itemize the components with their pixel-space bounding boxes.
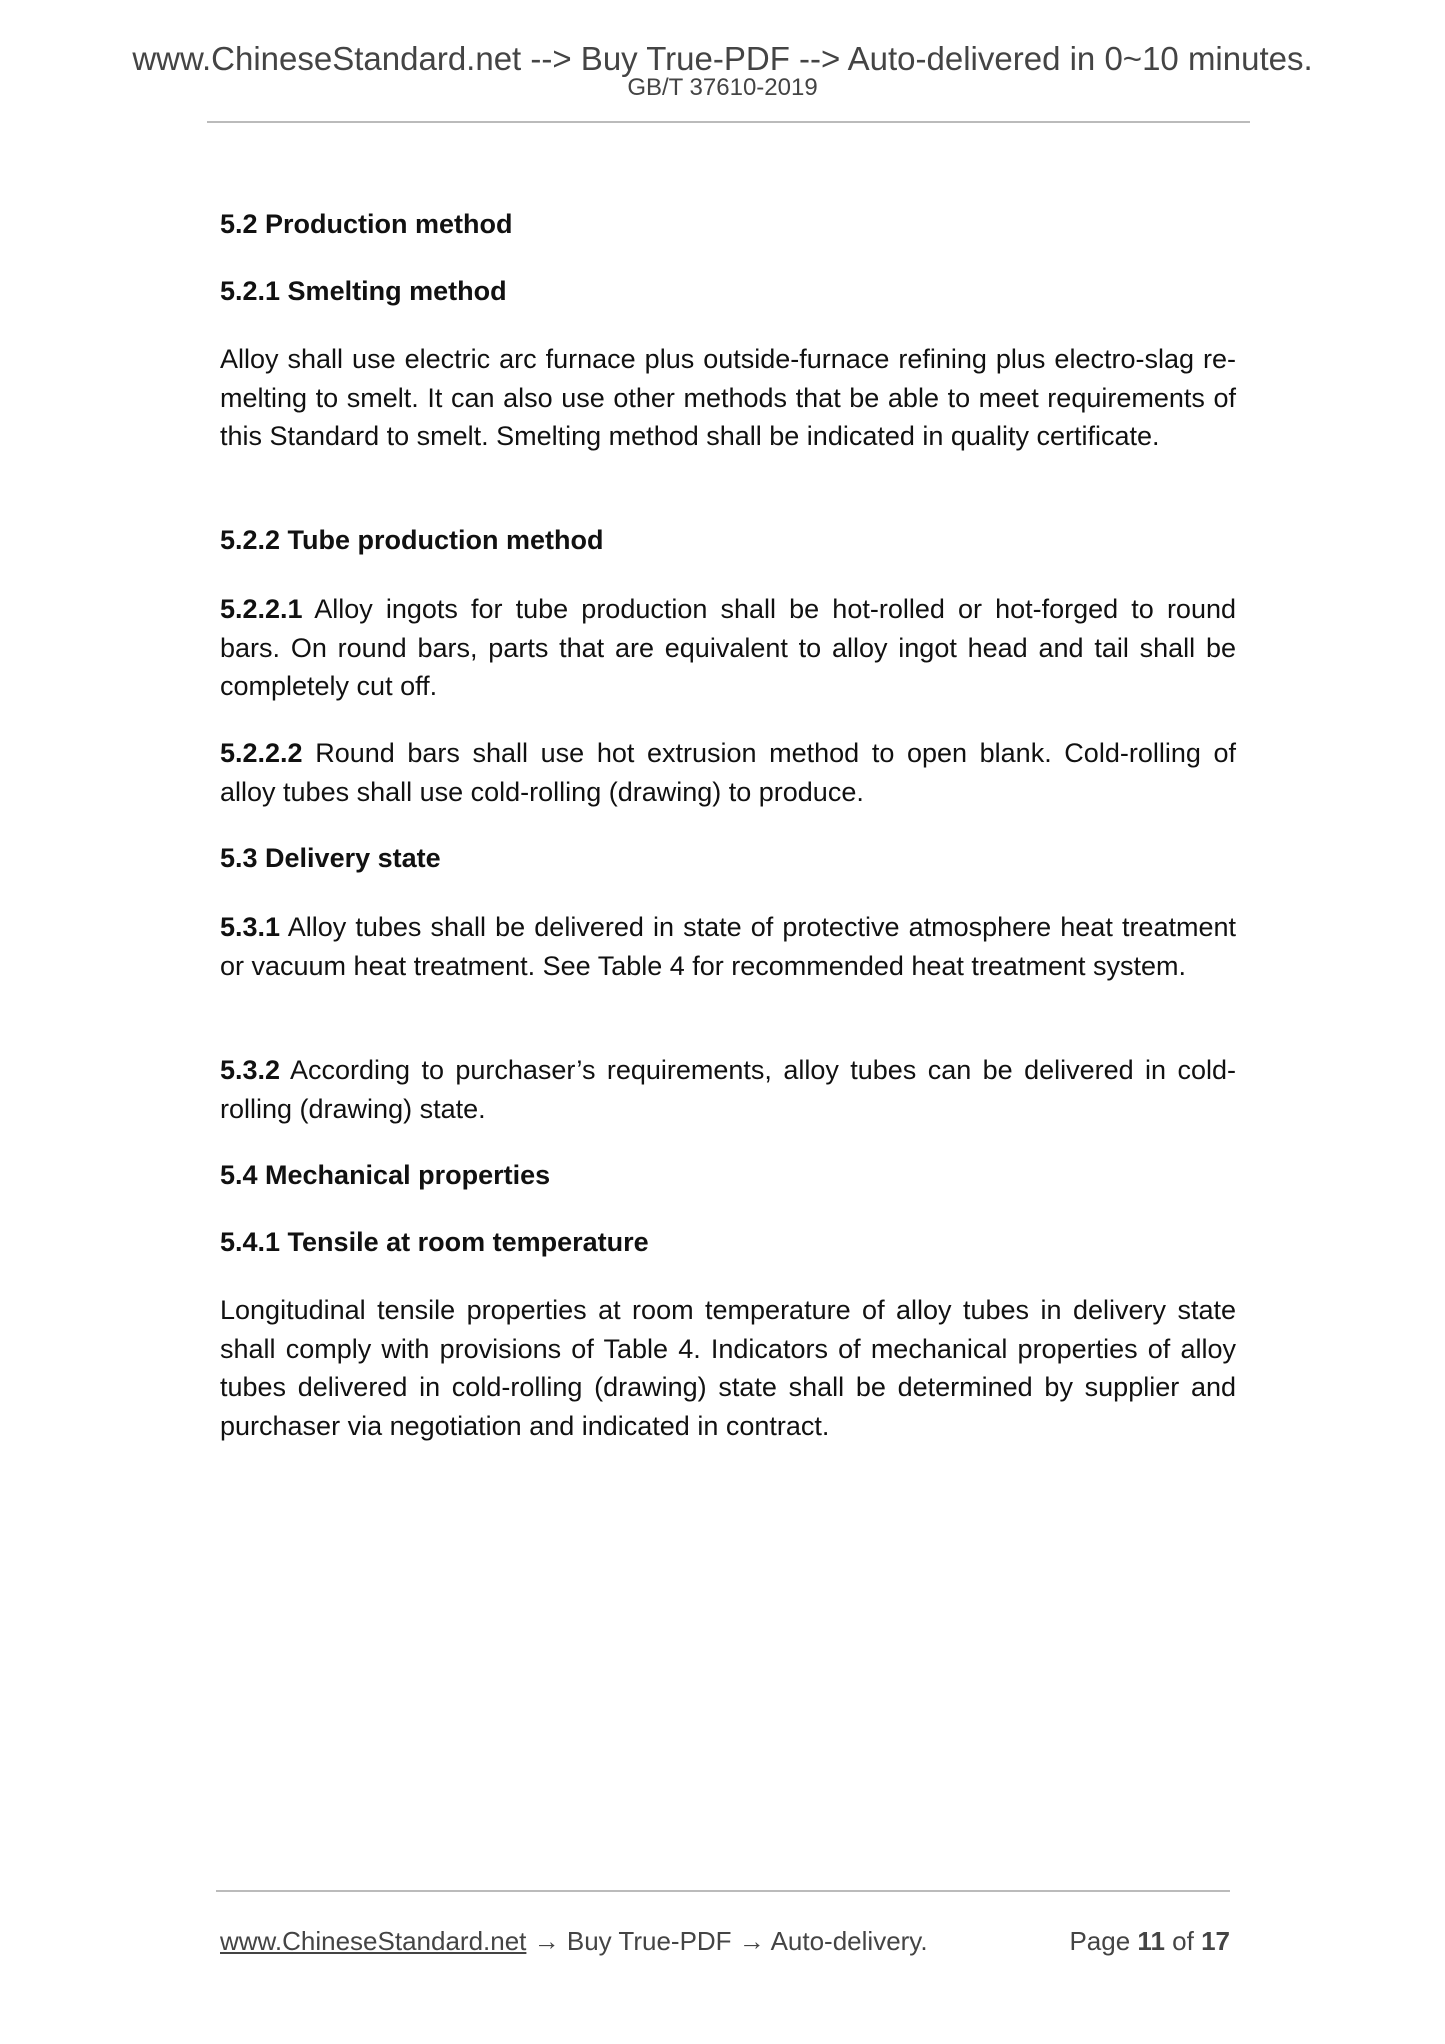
section-heading: 5.2 Production method <box>220 209 513 239</box>
paragraph-text: Alloy tubes shall be delivered in state of protective atmosphere heat treatment or vacuum heat treatment. See Table 4 for recommended heat treatment system. <box>220 912 1236 981</box>
footer-divider <box>216 1890 1230 1892</box>
document-id: GB/T 37610-2019 <box>627 74 818 101</box>
of-label: of <box>1172 1926 1194 1956</box>
paragraph <box>220 590 1236 706</box>
paragraph <box>220 340 1236 456</box>
header-divider <box>207 121 1250 123</box>
clause-number: 5.2.2.1 <box>220 594 303 624</box>
header-banner: www.ChineseStandard.net --> Buy True-PDF --> Auto-delivered in 0~10 minutes. <box>132 40 1313 77</box>
footer-link[interactable]: www.ChineseStandard.net <box>220 1926 527 1956</box>
page-indicator <box>1069 1926 1230 1957</box>
section-heading: 5.2.1 Smelting method <box>220 276 507 306</box>
page-label: Page <box>1069 1926 1131 1956</box>
section-heading: 5.4 Mechanical properties <box>220 1160 551 1190</box>
paragraph-text: According to purchaser’s requirements, alloy tubes can be delivered in cold-rolling (drawing) state. <box>220 1055 1236 1124</box>
paragraph-text: Alloy ingots for tube production shall be hot-rolled or hot-forged to round bars. On round bars, parts that are equivalent to alloy ingot head and tail shall be completely cut off. <box>220 594 1236 701</box>
section-heading: 5.3 Delivery state <box>220 843 441 873</box>
paragraph <box>220 908 1236 985</box>
footer <box>220 1926 1230 1957</box>
paragraph-text: Alloy shall use electric arc furnace plus outside-furnace refining plus electro-slag re-melting to smelt. It can also use other methods that be able to meet requirements of this Standard to smelt. Smelting method shall be indicated in quality certificate. <box>220 344 1236 451</box>
clause-number: 5.2.2.2 <box>220 738 303 768</box>
section-heading: 5.2.2 Tube production method <box>220 525 604 555</box>
paragraph-text: Longitudinal tensile properties at room temperature of alloy tubes in delivery state shall comply with provisions of Table 4. Indicators of mechanical properties of alloy tubes delivered in cold-rolling (drawing) state shall be determined by supplier and purchaser via negotiation and indicated in contract. <box>220 1295 1236 1441</box>
paragraph-text: Round bars shall use hot extrusion method to open blank. Cold-rolling of alloy tubes shall use cold-rolling (drawing) to produce. <box>220 738 1236 807</box>
footer-text: → Buy True-PDF → Auto-delivery. <box>526 1926 928 1956</box>
clause-number: 5.3.2 <box>220 1055 281 1085</box>
section-heading: 5.4.1 Tensile at room temperature <box>220 1227 649 1257</box>
paragraph <box>220 1051 1236 1128</box>
paragraph <box>220 1291 1236 1445</box>
clause-number: 5.3.1 <box>220 912 281 942</box>
paragraph <box>220 734 1236 811</box>
page-number: 11 <box>1137 1926 1165 1956</box>
page-total: 17 <box>1201 1926 1230 1956</box>
